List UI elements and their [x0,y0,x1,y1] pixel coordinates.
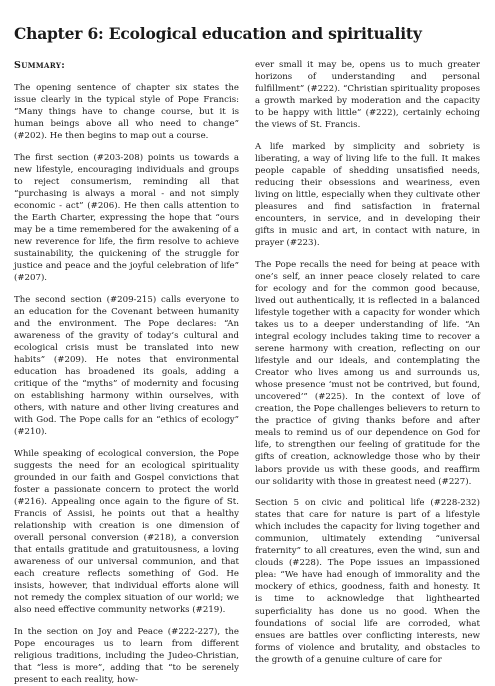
right-column [255,59,480,686]
paragraph: In the section on Joy and Peace (#222-227), the Pope encourages us to learn from different religious traditions, including the Judeo-Christian, that “less is more”, adding that “to be serenely present to each reality, how- [14,626,239,686]
summary-heading: Summary: [14,60,66,71]
left-column [14,82,239,686]
paragraph: A life marked by simplicity and sobriety is liberating, a way of living life to the full. It makes people capable of shedding unsatisfied needs, reducing their obsessions and weariness, even living on little, especially when they cultivate other pleasures and find satisfaction in fraternal encounters, in service, and in developing their gifts in music and art, in contact with nature, in prayer (#223). [255,141,480,249]
paragraph: The opening sentence of chapter six states the issue clearly in the typical style of Pope Francis: “Many things have to change course, but it is human beings above all who need to change” (#202). He then begins to map out a course. [14,83,239,142]
paragraph: ever small it may be, opens us to much greater horizons of understanding and personal fulfillment” (#222). “Christian spirituality proposes a growth marked by moderation and the capacity to be happy with little” (#222), certainly echoing the views of St. Francis. [255,60,480,131]
paragraph: While speaking of ecological conversion, the Pope suggests the need for an ecological spirituality grounded in our faith and Gospel convictions that foster a passionate concern to protect the world (#216). Appealing once again to the figure of St. Francis of Assisi, he points out that a healthy relationship with creation is one dimension of overall personal conversion (#218), a conversion that entails gratitude and gratuitousness, a loving awareness of our universal communion, and that each creature reflects something of God. He insists, however, that individual efforts alone will not remedy the complex situation of our world; we also need effective community networks (#219). [14,448,239,616]
paragraph: The first section (#203-208) points us towards a new lifestyle, encouraging individuals and groups to reject consumerism, reminding all that “purchasing is always a moral - and not simply economic - act” (#206). He then calls attention to the Earth Charter, expressing the hope that “ours may be a time remembered for the awakening of a new reverence for life, the firm resolve to achieve sustainability, the quickening of the struggle for justice and peace and the joyful celebration of life” (#207). [14,152,239,284]
paragraph: The second section (#209-215) calls everyone to an education for the Covenant between humanity and the environment. The Pope declares: “An awareness of the gravity of today’s cultural and ecological crisis must be translated into new habits” (#209). He notes that environmental education has broadened its goals, adding a critique of the “myths” of modernity and focusing on establishing harmony within ourselves, with others, with nature and other living creatures and with God. The Pope calls for an “ethics of ecology” (#210). [14,294,239,438]
paragraph: Section 5 on civic and political life (#228-232) states that care for nature is part of a lifestyle which includes the capacity for living together and communion, ultimately extending “universal fraternity” to all creatures, even the wind, sun and clouds (#228). The Pope issues an impassioned plea: “We have had enough of immorality and the mockery of ethics, goodness, faith and honesty. It is time to acknowledge that lighthearted superficiality has done us no good. When the foundations of social life are corroded, what ensues are battles over conflicting interests, new forms of violence and brutality, and obstacles to the growth of a genuine culture of care for [255,498,480,665]
paragraph: The Pope recalls the need for being at peace with one’s self, an inner peace closely related to care for ecology and for the common good because, lived out authentically, it is reflected in a balanced lifestyle together with a capacity for wonder which takes us to a deeper understanding of life. “An integral ecology includes taking time to recover a serene harmony with creation, reflecting on our lifestyle and our ideals, and contemplating the Creator who lives among us and surrounds us, whose presence ‘must not be contrived, but found, uncovered’” (#225). In the context of love of creation, the Pope challenges believers to return to the practice of giving thanks before and after meals to remind us of our dependence on God for life, to strengthen our feeling of gratitude for the gifts of creation, acknowledge those who by their labors provide us with these goods, and reaffirm our solidarity with those in greatest need (#227). [255,259,480,487]
chapter-title: Chapter 6: Ecological education and spirituality [14,24,422,43]
